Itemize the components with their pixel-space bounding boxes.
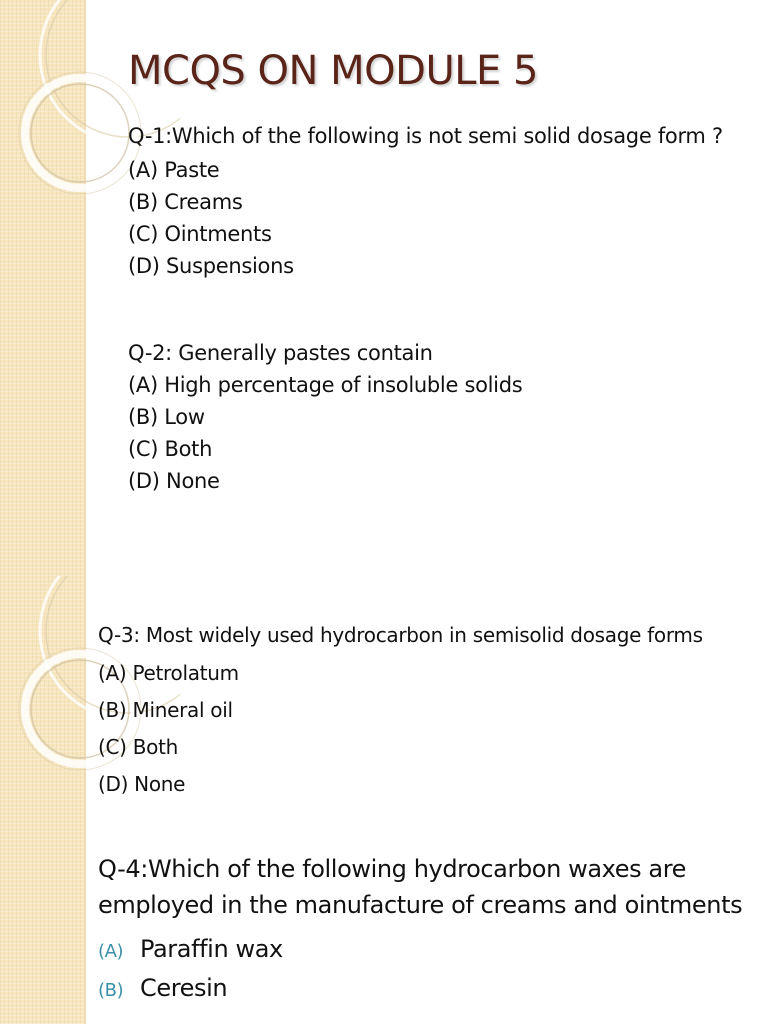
page-title: MCQS ON MODULE 5 (128, 48, 538, 94)
option-text: Ceresin (140, 974, 228, 1002)
question-1 (128, 124, 728, 282)
question-2-option-a: (A) High percentage of insoluble solids (128, 373, 523, 397)
question-1-option-b: (B) Creams (128, 190, 243, 214)
option-letter: (A) (98, 941, 124, 962)
question-4-option-b (98, 970, 748, 1009)
question-3 (98, 618, 758, 803)
question-2 (128, 337, 728, 497)
question-3-option-d: (D) None (98, 772, 186, 796)
question-2-option-c: (C) Both (128, 437, 213, 461)
question-4-option-a (98, 931, 748, 970)
question-3-option-c: (C) Both (98, 735, 179, 759)
question-3-option-a: (A) Petrolatum (98, 661, 239, 685)
question-1-text: Q-1:Which of the following is not semi solid dosage form ? (128, 124, 723, 148)
question-2-option-b: (B) Low (128, 405, 205, 429)
question-3-option-b: (B) Mineral oil (98, 698, 233, 722)
question-2-text: Q-2: Generally pastes contain (128, 341, 433, 365)
option-text: Paraffin wax (140, 935, 283, 963)
option-letter: (B) (98, 980, 124, 1001)
question-1-option-c: (C) Ointments (128, 222, 272, 246)
question-3-text: Q-3: Most widely used hydrocarbon in semisolid dosage forms (98, 623, 703, 647)
question-2-option-d: (D) None (128, 469, 220, 493)
question-4 (98, 851, 748, 1009)
question-1-option-a: (A) Paste (128, 158, 220, 182)
question-1-option-d: (D) Suspensions (128, 254, 294, 278)
question-4-text: Q-4:Which of the following hydrocarbon waxes are employed in the manufacture of creams and ointments (98, 855, 743, 919)
